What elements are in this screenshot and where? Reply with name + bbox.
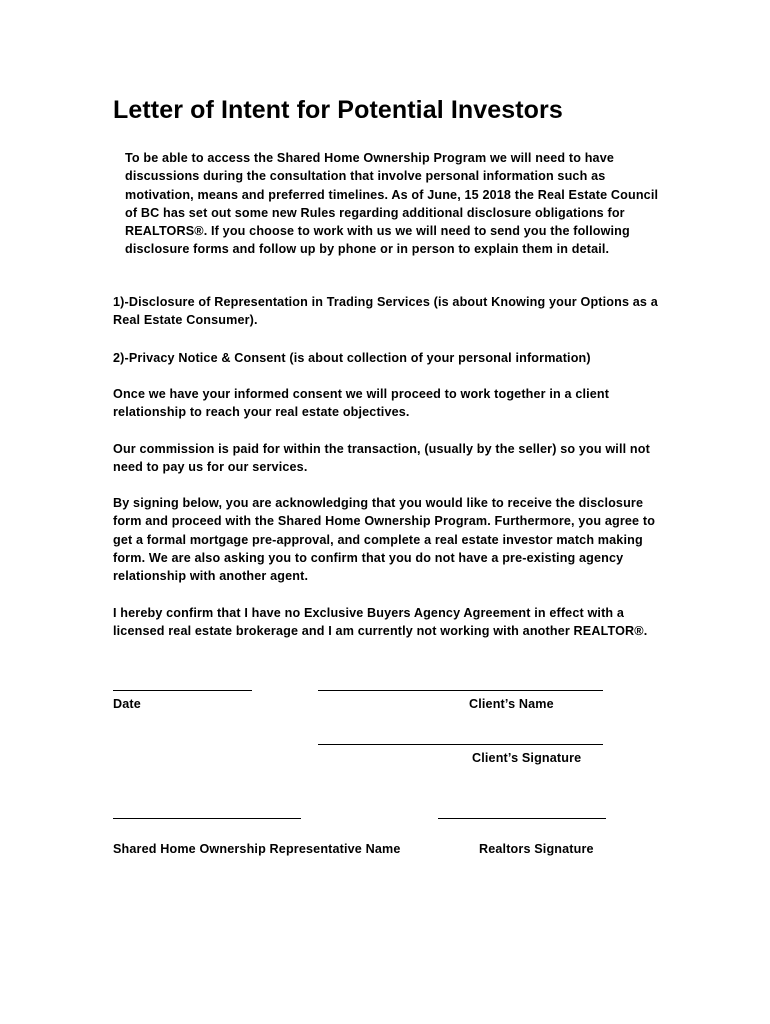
acknowledgement-paragraph: By signing below, you are acknowledging that you would like to receive the disclosure form and proceed with the Shared Home Ownership Program. Furthermore, you agree to get a formal mortgage pre-approval, and complete a real estate investor match making form. We are also asking you to confirm that you do not have a pre-existing agency relationship with another agent. (113, 496, 656, 584)
confirmation-paragraph: I hereby confirm that I have no Exclusive Buyers Agency Agreement in effect with a licensed real estate brokerage and I am currently not working with another REALTOR®. (113, 606, 648, 639)
rep-name-signature-line[interactable] (113, 818, 301, 819)
commission-paragraph: Our commission is paid for within the transaction, (usually by the seller) so you will not need to pay us for our services. (113, 442, 650, 475)
consent-paragraph: Once we have your informed consent we will proceed to work together in a client relationship to reach your real estate objectives. (113, 387, 610, 420)
rep-name-label: Shared Home Ownership Representative Name (113, 842, 401, 856)
disclosure-item-1: 1)-Disclosure of Representation in Trading Services (is about Knowing your Options as a Real Estate Consumer). (113, 295, 658, 328)
date-label: Date (113, 697, 141, 711)
realtor-signature-label: Realtors Signature (479, 842, 594, 856)
disclosure-item-2: 2)-Privacy Notice & Consent (is about collection of your personal information) (113, 351, 591, 365)
client-signature-label: Client’s Signature (472, 751, 582, 765)
client-name-signature-line[interactable] (318, 690, 603, 691)
intro-paragraph: To be able to access the Shared Home Ownership Program we will need to have discussions during the consultation that involve personal information such as motivation, means and preferred timelines. As of June, 15 2018 the Real Estate Council of BC has set out some new Rules regarding additional disclosure obligations for REALTORS®. If you choose to work with us we will need to send you the following disclosure forms and follow up by phone or in person to explain them in detail. (125, 151, 659, 257)
client-signature-line[interactable] (318, 744, 603, 745)
client-name-label: Client’s Name (469, 697, 554, 711)
date-signature-line[interactable] (113, 690, 252, 691)
realtor-signature-line[interactable] (438, 818, 606, 819)
document-title: Letter of Intent for Potential Investors (113, 96, 563, 124)
